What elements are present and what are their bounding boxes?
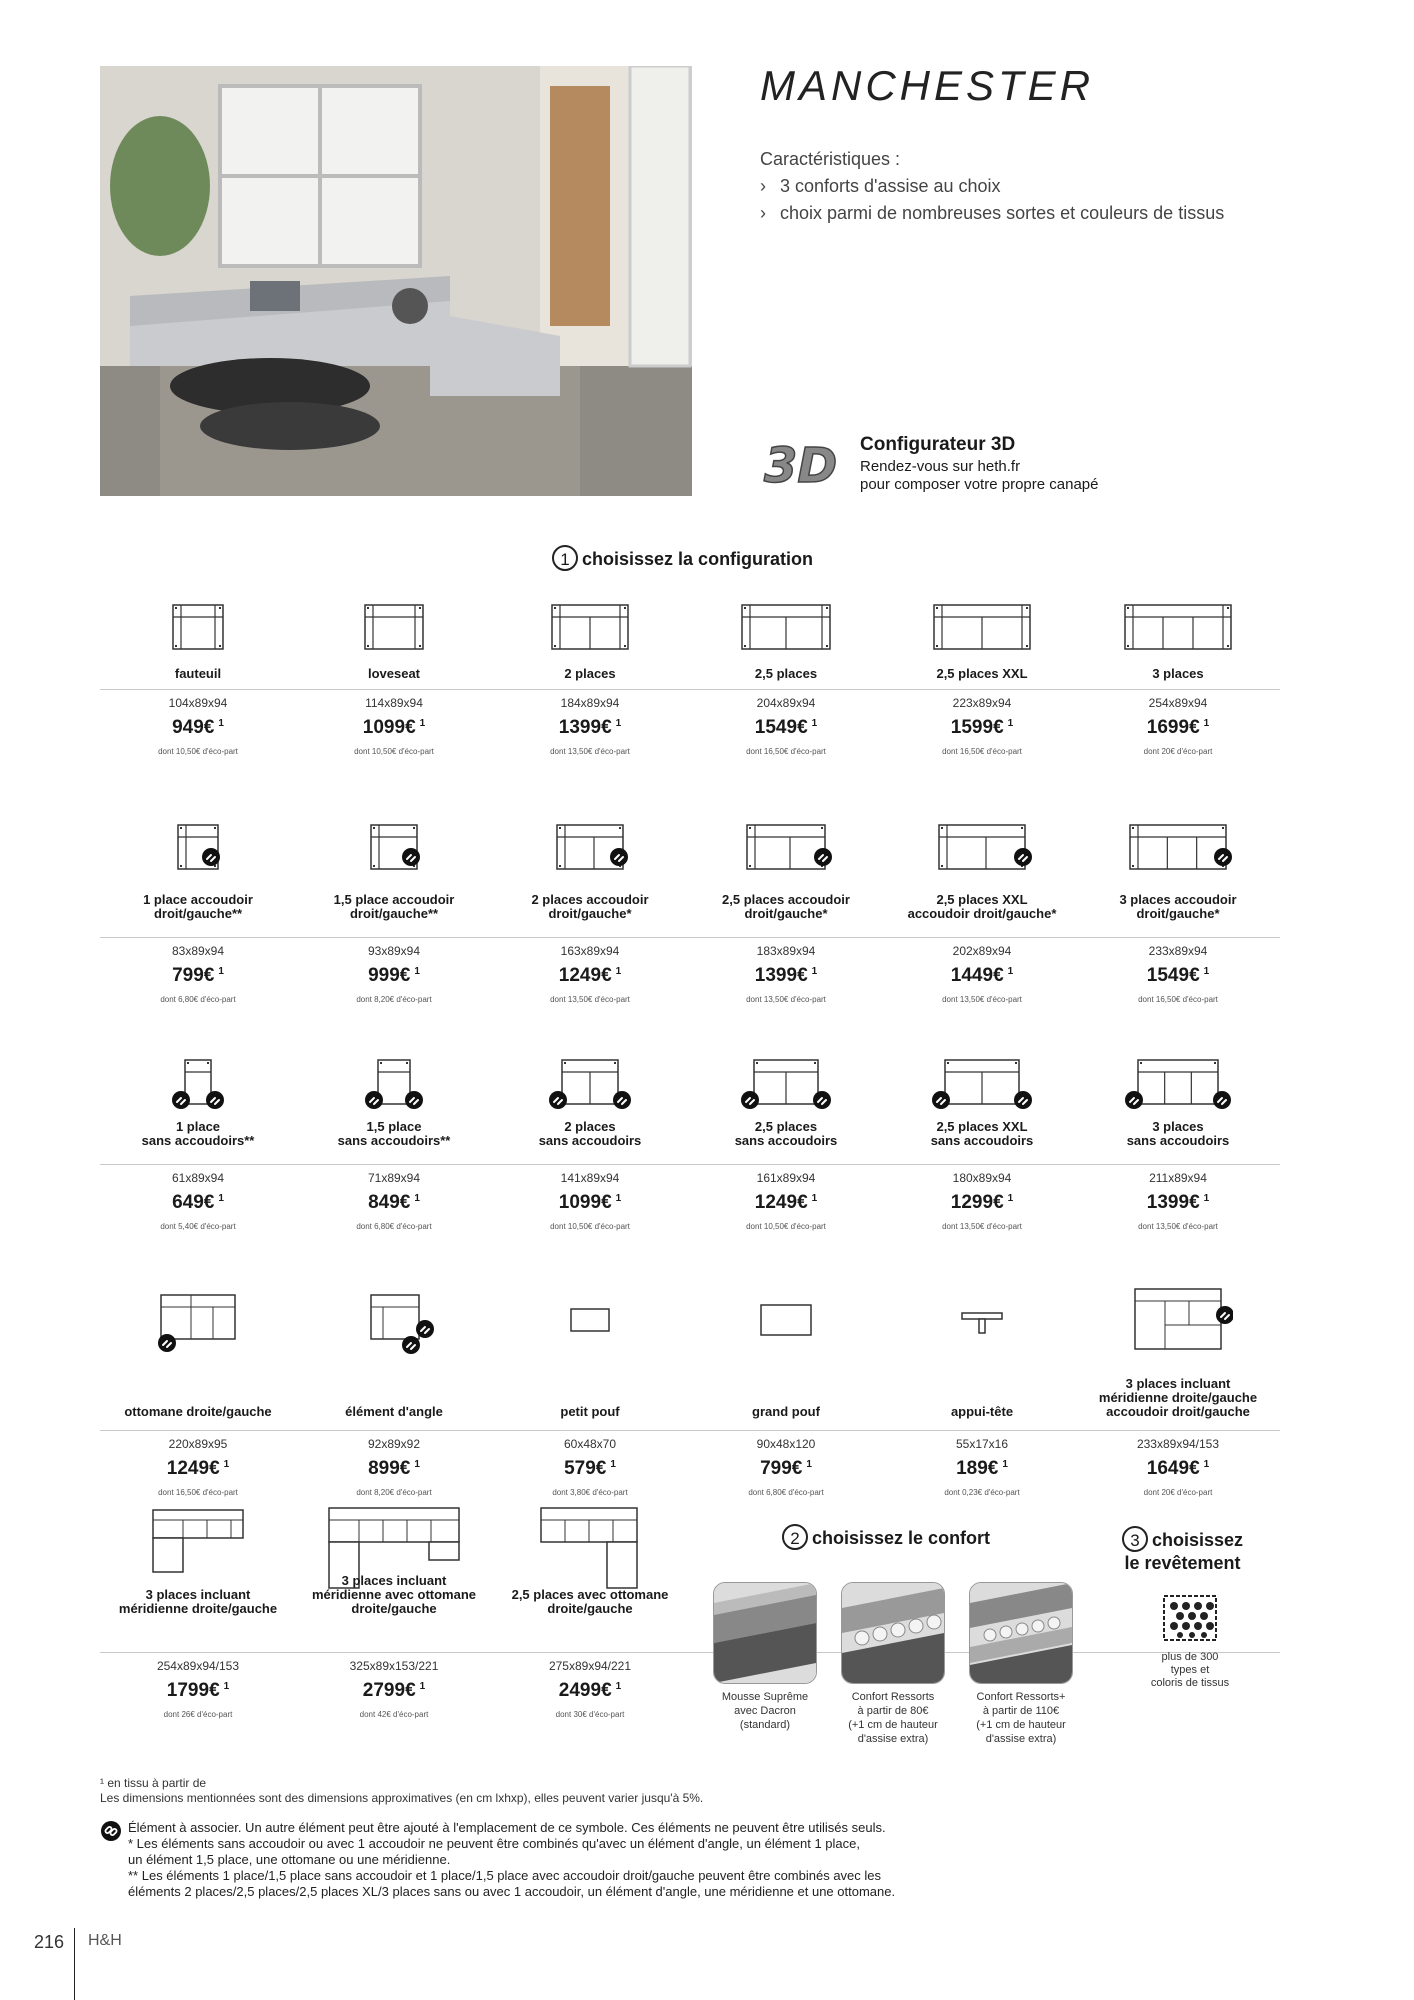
price-value: 1249€: [166, 1458, 220, 1479]
product-card[interactable]: [1080, 1280, 1276, 1497]
product-name: 2,5 places XXL sans accoudoirs: [930, 1119, 1034, 1148]
product-price: [688, 965, 884, 987]
price-footnote-mark: 1: [414, 1458, 420, 1470]
note-line-1: Élément à associer. Un autre élément peut être ajouté à l'emplacement de ce symbole. Ces éléments ne peuvent être utilisés seuls.: [128, 1820, 886, 1835]
eco-part: dont 0,23€ d'éco-part: [944, 1488, 1020, 1497]
product-dimensions: 114x89x94: [365, 696, 423, 710]
product-card[interactable]: [296, 1280, 492, 1497]
link-element-icon: [1014, 848, 1032, 866]
product-dimensions: 325x89x153/221: [349, 1659, 439, 1673]
product-price: [884, 717, 1080, 739]
link-element-icon: [1213, 1091, 1231, 1109]
link-element-icon: [549, 1091, 567, 1109]
product-row: [100, 1280, 1280, 1497]
product-dimensions: 233x89x94: [1148, 944, 1208, 958]
eco-part: dont 3,80€ d'éco-part: [552, 1488, 628, 1497]
price-value: 1099€: [362, 717, 416, 738]
product-dimensions: 184x89x94: [560, 696, 620, 710]
price-value: 1249€: [754, 1192, 808, 1213]
assembly-notes: [100, 1820, 1220, 1900]
price-footnote-mark: 1: [1002, 1458, 1008, 1470]
features-list: [760, 146, 1224, 227]
head-layout-icon: [884, 1285, 1080, 1355]
product-title: MANCHESTER: [760, 62, 1095, 109]
eco-part: dont 16,50€ d'éco-part: [942, 747, 1022, 756]
loveseat-layout-icon: [296, 597, 492, 657]
product-name: loveseat: [367, 666, 421, 681]
comfort-option-foam[interactable]: [710, 1582, 820, 1732]
comfort-label: Confort Ressorts+ à partir de 110€ (+1 cm de hauteur d'assise extra): [976, 1691, 1066, 1745]
configurator-line1: Rendez-vous sur heth.fr: [860, 458, 1021, 475]
link-element-icon: [206, 1091, 224, 1109]
product-price: [884, 1458, 1080, 1480]
price-value: 1399€: [558, 717, 612, 738]
chevron-right-icon: ›: [760, 203, 766, 223]
product-price: [492, 1680, 688, 1702]
product-price: [688, 1192, 884, 1214]
product-price: [492, 1192, 688, 1214]
price-footnote-mark: 1: [811, 717, 818, 729]
configurator-line2: pour composer votre propre canapé: [860, 476, 1099, 493]
eco-part: dont 20€ d'éco-part: [1143, 747, 1213, 756]
product-card[interactable]: [492, 815, 688, 1015]
a2-layout-icon: [492, 817, 688, 877]
product-price: [1080, 717, 1276, 739]
product-card[interactable]: [492, 1480, 688, 1719]
price-value: 799€: [760, 1458, 803, 1479]
eco-part: dont 13,50€ d'éco-part: [1138, 1222, 1218, 1231]
product-card[interactable]: [492, 595, 688, 795]
price-value: 949€: [172, 717, 215, 738]
product-name: appui-tête: [950, 1404, 1014, 1419]
comfort-springs-plus-image: [969, 1582, 1073, 1684]
product-row: [100, 1050, 1280, 1250]
product-price: [492, 965, 688, 987]
price-footnote-mark: 1: [223, 1458, 230, 1470]
comfort-springs-image: [841, 1582, 945, 1684]
product-name: grand pouf: [752, 1404, 820, 1419]
mer1-layout-icon: [1080, 1285, 1276, 1355]
n25-layout-icon: [688, 1052, 884, 1112]
product-name: 2,5 places sans accoudoirs: [734, 1119, 838, 1148]
comfort-foam-image: [713, 1582, 817, 1684]
price-footnote-mark: 1: [223, 1680, 230, 1692]
product-price: [884, 965, 1080, 987]
price-value: 1549€: [1146, 965, 1200, 986]
product-card[interactable]: [296, 815, 492, 1015]
step-number: 3: [1122, 1526, 1148, 1552]
step-2-title: [782, 1524, 990, 1550]
product-card[interactable]: [100, 815, 296, 1015]
price-value: 1399€: [1146, 1192, 1200, 1213]
eco-part: dont 8,20€ d'éco-part: [356, 995, 432, 1004]
step-label-line2: le revêtement: [1124, 1553, 1241, 1573]
product-name: 1 place sans accoudoirs**: [141, 1119, 255, 1148]
price-footnote-mark: 1: [414, 965, 420, 977]
price-footnote-mark: 1: [615, 965, 622, 977]
price-value: 1649€: [1146, 1458, 1200, 1479]
eco-part: dont 13,50€ d'éco-part: [746, 995, 826, 1004]
note-line-5: éléments 2 places/2,5 places/2,5 places XL/3 places sans ou avec 1 accoudoir, un élément d'angle, une méridienne et une ottomane.: [128, 1884, 896, 1899]
product-name: 2,5 places XXL accoudoir droit/gauche*: [907, 892, 1057, 921]
link-element-icon: [610, 848, 628, 866]
product-dimensions: 60x48x70: [563, 1437, 617, 1451]
price-value: 899€: [368, 1458, 411, 1479]
product-price: [296, 1458, 492, 1480]
product-name: 2 places accoudoir droit/gauche*: [531, 892, 649, 921]
price-footnote-mark: 1: [1203, 717, 1210, 729]
product-name: 3 places sans accoudoirs: [1126, 1119, 1230, 1148]
link-element-icon: [172, 1091, 190, 1109]
product-dimensions: 211x89x94: [1149, 1171, 1207, 1185]
comfort-label: Mousse Suprême avec Dacron (standard): [721, 1691, 809, 1731]
product-dimensions: 71x89x94: [367, 1171, 421, 1185]
eco-part: dont 5,40€ d'éco-part: [160, 1222, 236, 1231]
product-dimensions: 275x89x94/221: [548, 1659, 632, 1673]
link-element-icon: [402, 848, 420, 866]
price-footnote-mark: 1: [615, 1192, 622, 1204]
product-price: [884, 1192, 1080, 1214]
link-element-icon: [1014, 1091, 1032, 1109]
product-card[interactable]: [100, 1480, 296, 1719]
product-price: [492, 1458, 688, 1480]
configurator-banner[interactable]: [760, 432, 1200, 492]
link-element-icon: [405, 1091, 423, 1109]
link-element-icon: [1125, 1091, 1143, 1109]
feature-item: [760, 200, 1224, 227]
comfort-label: Confort Ressorts à partir de 80€ (+1 cm de hauteur d'assise extra): [848, 1691, 938, 1745]
price-footnote-mark: 1: [811, 965, 818, 977]
eco-part: dont 42€ d'éco-part: [359, 1710, 429, 1719]
link-element-icon: [402, 1336, 420, 1354]
product-price: [1080, 1458, 1276, 1480]
eco-part: dont 16,50€ d'éco-part: [158, 1488, 238, 1497]
eco-part: dont 6,80€ d'éco-part: [356, 1222, 432, 1231]
link-element-icon: [416, 1320, 434, 1338]
angle-layout-icon: [296, 1285, 492, 1355]
product-dimensions: 141x89x94: [560, 1171, 620, 1185]
price-footnote-mark: 1: [414, 1192, 420, 1204]
price-footnote-mark: 1: [218, 717, 224, 729]
product-price: [688, 717, 884, 739]
price-value: 2799€: [362, 1680, 416, 1701]
a15-layout-icon: [296, 817, 492, 877]
footnote-2: Les dimensions mentionnées sont des dimensions approximatives (en cm lxhxp), elles peuvent varier jusqu'à 5%.: [100, 1791, 704, 1805]
product-dimensions: 254x89x94: [1148, 696, 1208, 710]
3d-logo-icon: [760, 432, 848, 492]
feature-text: 3 conforts d'assise au choix: [780, 176, 1001, 196]
price-footnote-mark: 1: [218, 1192, 224, 1204]
note-line-4: ** Les éléments 1 place/1,5 place sans accoudoir et 1 place/1,5 place avec accoudoir droit/gauche peuvent être combinés avec les: [128, 1868, 882, 1883]
fabric-swatch-icon: [1158, 1590, 1222, 1646]
product-card[interactable]: [688, 815, 884, 1015]
a3-layout-icon: [1080, 817, 1276, 877]
product-dimensions: 93x89x94: [367, 944, 421, 958]
fabric-label: plus de 300 types et coloris de tissus: [1150, 1651, 1230, 1689]
product-price: [492, 717, 688, 739]
product-price: [100, 965, 296, 987]
gpouf-layout-icon: [688, 1285, 884, 1355]
fauteuil-layout-icon: [100, 597, 296, 657]
eco-part: dont 10,50€ d'éco-part: [746, 1222, 826, 1231]
product-name: 1 place accoudoir droit/gauche**: [143, 892, 253, 921]
product-price: [296, 1680, 492, 1702]
price-value: 649€: [172, 1192, 215, 1213]
step-label: choisissez la configuration: [582, 549, 814, 569]
price-value: 1699€: [1146, 717, 1200, 738]
price-value: 1249€: [558, 965, 612, 986]
footnotes: [100, 1776, 1220, 1806]
ppouf-layout-icon: [492, 1285, 688, 1355]
eco-part: dont 10,50€ d'éco-part: [158, 747, 238, 756]
product-price: [1080, 1192, 1276, 1214]
product-name: 3 places incluant méridienne droite/gauche accoudoir droit/gauche: [1098, 1376, 1258, 1419]
comfort-option-springs-plus[interactable]: [966, 1582, 1076, 1746]
eco-part: dont 6,80€ d'éco-part: [748, 1488, 824, 1497]
product-dimensions: 233x89x94/153: [1136, 1437, 1220, 1451]
product-price: [688, 1458, 884, 1480]
brand-name: H&H: [88, 1932, 122, 1949]
a1-layout-icon: [100, 817, 296, 877]
product-card[interactable]: [884, 1280, 1080, 1497]
eco-part: dont 13,50€ d'éco-part: [550, 747, 630, 756]
step-number: 2: [782, 1524, 808, 1550]
s2-layout-icon: [492, 597, 688, 657]
eco-part: dont 26€ d'éco-part: [163, 1710, 233, 1719]
product-card[interactable]: [688, 595, 884, 795]
eco-part: dont 10,50€ d'éco-part: [550, 1222, 630, 1231]
price-value: 1449€: [950, 965, 1004, 986]
price-footnote-mark: 1: [1203, 965, 1210, 977]
price-value: 189€: [956, 1458, 999, 1479]
product-name: 3 places: [1152, 666, 1204, 681]
eco-part: dont 16,50€ d'éco-part: [1138, 995, 1218, 1004]
product-card[interactable]: [100, 595, 296, 795]
product-card[interactable]: [1080, 815, 1276, 1015]
product-dimensions: 183x89x94: [756, 944, 816, 958]
product-name: 3 places incluant méridienne avec ottomane droite/gauche: [312, 1573, 476, 1616]
link-element-icon: [100, 1820, 122, 1842]
configurator-title: Configurateur 3D: [860, 434, 1016, 455]
price-value: 1549€: [754, 717, 808, 738]
product-card[interactable]: [100, 1280, 296, 1497]
price-footnote-mark: 1: [811, 1192, 818, 1204]
product-dimensions: 180x89x94: [952, 1171, 1012, 1185]
product-price: [296, 1192, 492, 1214]
n2-layout-icon: [492, 1052, 688, 1112]
product-dimensions: 92x89x92: [367, 1437, 421, 1451]
price-footnote-mark: 1: [615, 1680, 622, 1692]
product-card[interactable]: [688, 1050, 884, 1250]
price-footnote-mark: 1: [1007, 717, 1014, 729]
link-element-icon: [365, 1091, 383, 1109]
product-name: 3 places accoudoir droit/gauche*: [1119, 892, 1237, 921]
product-price: [100, 1680, 296, 1702]
product-price: [100, 717, 296, 739]
product-name: 1,5 place sans accoudoirs**: [337, 1119, 451, 1148]
link-element-icon: [1214, 848, 1232, 866]
link-element-icon: [613, 1091, 631, 1109]
step-number: 1: [552, 545, 578, 571]
product-name: petit pouf: [560, 1404, 620, 1419]
note-line-3: un élément 1,5 place, une ottomane ou une méridienne.: [128, 1852, 451, 1867]
product-card[interactable]: [296, 595, 492, 795]
product-dimensions: 104x89x94: [168, 696, 228, 710]
sxxl-layout-icon: [884, 597, 1080, 657]
product-card[interactable]: [492, 1050, 688, 1250]
product-price: [100, 1192, 296, 1214]
a25-layout-icon: [688, 817, 884, 877]
link-element-icon: [741, 1091, 759, 1109]
product-name: fauteuil: [174, 666, 222, 681]
product-name: élément d'angle: [345, 1404, 443, 1419]
fabric-option[interactable]: [1130, 1590, 1250, 1690]
price-footnote-mark: 1: [1203, 1192, 1210, 1204]
product-photo: [100, 66, 692, 496]
s3-layout-icon: [1080, 597, 1276, 657]
link-element-icon: [202, 848, 220, 866]
price-footnote-mark: 1: [806, 1458, 812, 1470]
product-card[interactable]: [1080, 1050, 1276, 1250]
product-price: [296, 717, 492, 739]
product-row: [100, 595, 1280, 795]
eco-part: dont 10,50€ d'éco-part: [354, 747, 434, 756]
s25-layout-icon: [688, 597, 884, 657]
link-element-icon: [813, 1091, 831, 1109]
product-card[interactable]: [1080, 595, 1276, 795]
price-value: 1799€: [166, 1680, 220, 1701]
mer2-layout-icon: [100, 1502, 296, 1582]
footer-divider: [74, 1928, 75, 2000]
product-dimensions: 161x89x94: [756, 1171, 816, 1185]
product-price: [100, 1458, 296, 1480]
product-card[interactable]: [884, 1050, 1080, 1250]
price-value: 579€: [564, 1458, 607, 1479]
product-dimensions: 163x89x94: [560, 944, 620, 958]
product-name: 2 places sans accoudoirs: [538, 1119, 642, 1148]
product-name: 2,5 places accoudoir droit/gauche*: [722, 892, 850, 921]
nxxl-layout-icon: [884, 1052, 1080, 1112]
product-price: [296, 965, 492, 987]
product-dimensions: 223x89x94: [952, 696, 1012, 710]
price-footnote-mark: 1: [419, 1680, 426, 1692]
step-label: choisissez: [1152, 1530, 1244, 1550]
feature-item: [760, 173, 1224, 200]
price-value: 1099€: [558, 1192, 612, 1213]
step-label: choisissez le confort: [812, 1528, 991, 1548]
product-name: 3 places incluant méridienne droite/gauche: [118, 1587, 278, 1616]
price-value: 999€: [368, 965, 411, 986]
product-card[interactable]: [296, 1050, 492, 1250]
product-card[interactable]: [688, 1280, 884, 1497]
product-card[interactable]: [492, 1280, 688, 1497]
price-value: 1399€: [754, 965, 808, 986]
eco-part: dont 16,50€ d'éco-part: [746, 747, 826, 756]
eco-part: dont 13,50€ d'éco-part: [942, 1222, 1022, 1231]
feature-text: choix parmi de nombreuses sortes et couleurs de tissus: [780, 203, 1225, 223]
product-card[interactable]: [100, 1050, 296, 1250]
price-value: 2499€: [558, 1680, 612, 1701]
price-footnote-mark: 1: [218, 965, 224, 977]
price-footnote-mark: 1: [615, 717, 622, 729]
product-card[interactable]: [884, 595, 1080, 795]
n1-layout-icon: [100, 1052, 296, 1112]
product-dimensions: 202x89x94: [952, 944, 1012, 958]
step-3-title: [1122, 1526, 1243, 1574]
product-dimensions: 220x89x95: [168, 1437, 228, 1451]
eco-part: dont 30€ d'éco-part: [555, 1710, 625, 1719]
product-name: 2,5 places avec ottomane droite/gauche: [511, 1587, 669, 1616]
eco-part: dont 20€ d'éco-part: [1143, 1488, 1213, 1497]
price-value: 1599€: [950, 717, 1004, 738]
price-footnote-mark: 1: [1203, 1458, 1210, 1470]
n15-layout-icon: [296, 1052, 492, 1112]
price-footnote-mark: 1: [419, 717, 426, 729]
page-number: 216: [34, 1932, 65, 1952]
step-1-title: [552, 545, 813, 571]
product-name: 2,5 places: [754, 666, 818, 681]
product-name: 1,5 place accoudoir droit/gauche**: [333, 892, 455, 921]
product-price: [1080, 965, 1276, 987]
features-label: Caractéristiques :: [760, 149, 901, 169]
n3-layout-icon: [1080, 1052, 1276, 1112]
eco-part: dont 8,20€ d'éco-part: [356, 1488, 432, 1497]
link-element-icon: [158, 1334, 176, 1352]
price-footnote-mark: 1: [610, 1458, 616, 1470]
product-dimensions: 61x89x94: [171, 1171, 225, 1185]
product-row: [100, 815, 1280, 1015]
eco-part: dont 13,50€ d'éco-part: [550, 995, 630, 1004]
product-dimensions: 254x89x94/153: [156, 1659, 240, 1673]
link-element-icon: [932, 1091, 950, 1109]
product-dimensions: 90x48x120: [756, 1437, 816, 1451]
product-name: 2,5 places XXL: [936, 666, 1028, 681]
eco-part: dont 13,50€ d'éco-part: [942, 995, 1022, 1004]
link-element-icon: [814, 848, 832, 866]
price-value: 1299€: [950, 1192, 1004, 1213]
price-footnote-mark: 1: [1007, 1192, 1014, 1204]
ott-layout-icon: [100, 1285, 296, 1355]
product-name: ottomane droite/gauche: [124, 1404, 272, 1419]
product-card[interactable]: [296, 1480, 492, 1719]
note-line-2: * Les éléments sans accoudoir ou avec 1 accoudoir ne peuvent être combinés qu'avec un élément d'angle, un élément 1 place,: [128, 1836, 860, 1851]
product-name: 2 places: [564, 666, 616, 681]
price-value: 799€: [172, 965, 215, 986]
comfort-option-springs[interactable]: [838, 1582, 948, 1746]
price-footnote-mark: 1: [1007, 965, 1014, 977]
product-dimensions: 55x17x16: [955, 1437, 1009, 1451]
product-card[interactable]: [884, 815, 1080, 1015]
eco-part: dont 6,80€ d'éco-part: [160, 995, 236, 1004]
svg-text:3D: 3D: [764, 438, 838, 492]
product-dimensions: 204x89x94: [756, 696, 816, 710]
footnote-1: ¹ en tissu à partir de: [100, 1776, 207, 1790]
price-value: 849€: [368, 1192, 411, 1213]
axxl-layout-icon: [884, 817, 1080, 877]
chevron-right-icon: ›: [760, 176, 766, 196]
product-dimensions: 83x89x94: [171, 944, 225, 958]
